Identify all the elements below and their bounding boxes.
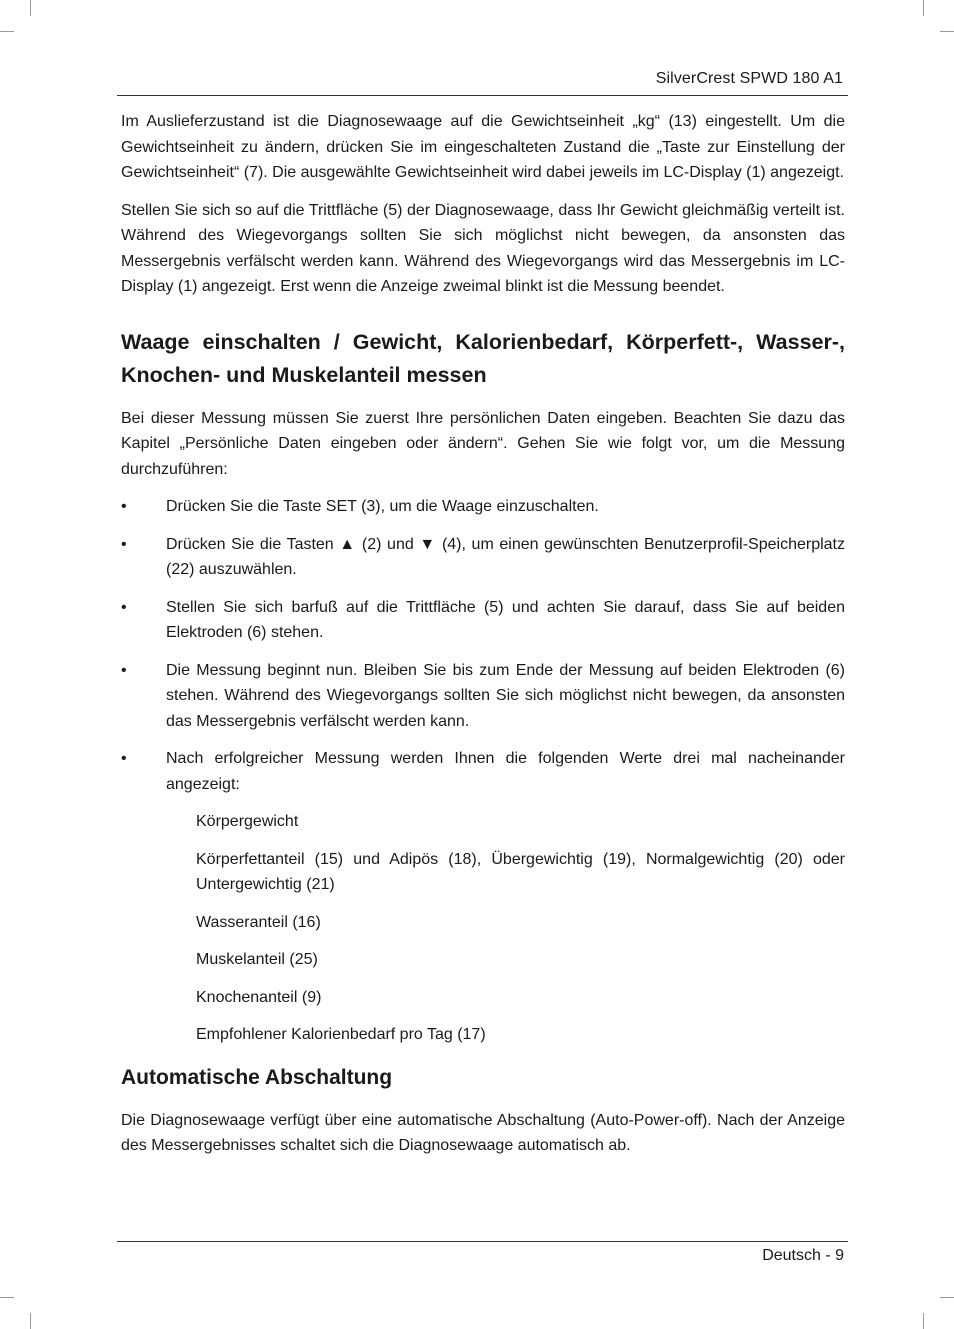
crop-mark [923,1313,924,1329]
displayed-value-item: Wasseranteil (16) [196,913,321,931]
page-content [121,109,845,1171]
list-item [121,532,845,583]
footer-rule [117,1241,848,1242]
paragraph-auto-off: Die Diagnosewaage verfügt über eine automatische Abschaltung (Auto-Power-off). Nach der Anzeige des Messergebnisses schaltet sich die Diagnosewaage automatisch ab. [121,1111,845,1154]
displayed-value-item: Körperfettanteil (15) und Adipös (18), Übergewichtig (19), Normalgewichtig (20) oder Untergewichtig (21) [196,850,845,893]
bullet-icon: • [121,498,127,515]
crop-mark [940,1297,954,1298]
section-heading-auto-off: Automatische Abschaltung [121,1065,393,1089]
bullet-icon: • [121,750,127,767]
displayed-value-item: Muskelanteil (25) [196,951,318,968]
crop-mark [30,1313,31,1329]
crop-mark [923,0,924,16]
paragraph-step-on: Stellen Sie sich so auf die Trittfläche (5) der Diagnosewaage, dass Ihr Gewicht gleichmäßig verteilt ist. Während des Wiegevorgangs sollten Sie sich möglichst nicht bewegen, da ansonsten das Messergebnis verfälscht werden kann. Während des Wiegevorgangs wird das Messergebnis im LC-Display (1) angezeigt. Erst wenn die Anzeige zweimal blinkt ist die Messung beendet. [121,201,845,295]
displayed-value-item: Empfohlener Kalorienbedarf pro Tag (17) [196,1026,486,1043]
displayed-value-item: Körpergewicht [196,813,299,830]
list-item-text: Stellen Sie sich barfuß auf die Trittfläche (5) und achten Sie darauf, dass Sie auf beiden Elektroden (6) stehen. [166,598,845,641]
crop-mark [940,31,954,32]
header-rule [117,95,848,96]
list-item [121,746,845,797]
displayed-values-list [121,809,845,1048]
list-item [121,494,845,520]
crop-mark [0,31,14,32]
list-item [121,595,845,646]
instruction-list [121,494,845,797]
displayed-value-item: Knochenanteil (9) [196,988,322,1006]
crop-mark [30,0,31,16]
section-heading-measure: Waage einschalten / Gewicht, Kalorienbedarf, Körperfett-, Wasser-, Knochen- und Muskelanteil messen [121,329,845,387]
page-header-title: SilverCrest SPWD 180 A1 [655,70,843,87]
bullet-icon: • [121,661,127,679]
list-item [121,658,845,735]
crop-mark [0,1297,14,1298]
bullet-icon: • [121,598,127,616]
list-item-text: Die Messung beginnt nun. Bleiben Sie bis zum Ende der Messung auf beiden Elektroden (6) stehen. Während des Wiegevorgangs sollten Sie sich möglichst nicht bewegen, da ansonsten das Messergebnis verfälscht werden kann. [166,661,845,730]
paragraph-measure-intro: Bei dieser Messung müssen Sie zuerst Ihre persönlichen Daten eingeben. Beachten Sie dazu das Kapitel „Persönliche Daten eingeben oder ändern“. Gehen Sie wie folgt vor, um die Messung durchzuführen: [121,409,845,478]
page-number: Deutsch - 9 [762,1247,844,1264]
bullet-icon: • [121,535,127,553]
list-item-text: Drücken Sie die Taste SET (3), um die Waage einzuschalten. [166,498,599,515]
list-item-text: Nach erfolgreicher Messung werden Ihnen die folgenden Werte drei mal nacheinander angezeigt: [166,750,845,793]
paragraph-weight-unit: Im Auslieferzustand ist die Diagnosewaage auf die Gewichtseinheit „kg“ (13) eingestellt. Um die Gewichtseinheit zu ändern, drücken Sie im eingeschalteten Zustand die „Taste zur Einstellung der Gewichtseinheit“ (7). Die ausgewählte Gewichtseinheit wird dabei jeweils im LC-Display (1) angezeigt. [121,113,845,181]
list-item-text: Drücken Sie die Tasten ▲ (2) und ▼ (4), um einen gewünschten Benutzerprofil-Speicherplatz (22) auszuwählen. [166,535,845,578]
